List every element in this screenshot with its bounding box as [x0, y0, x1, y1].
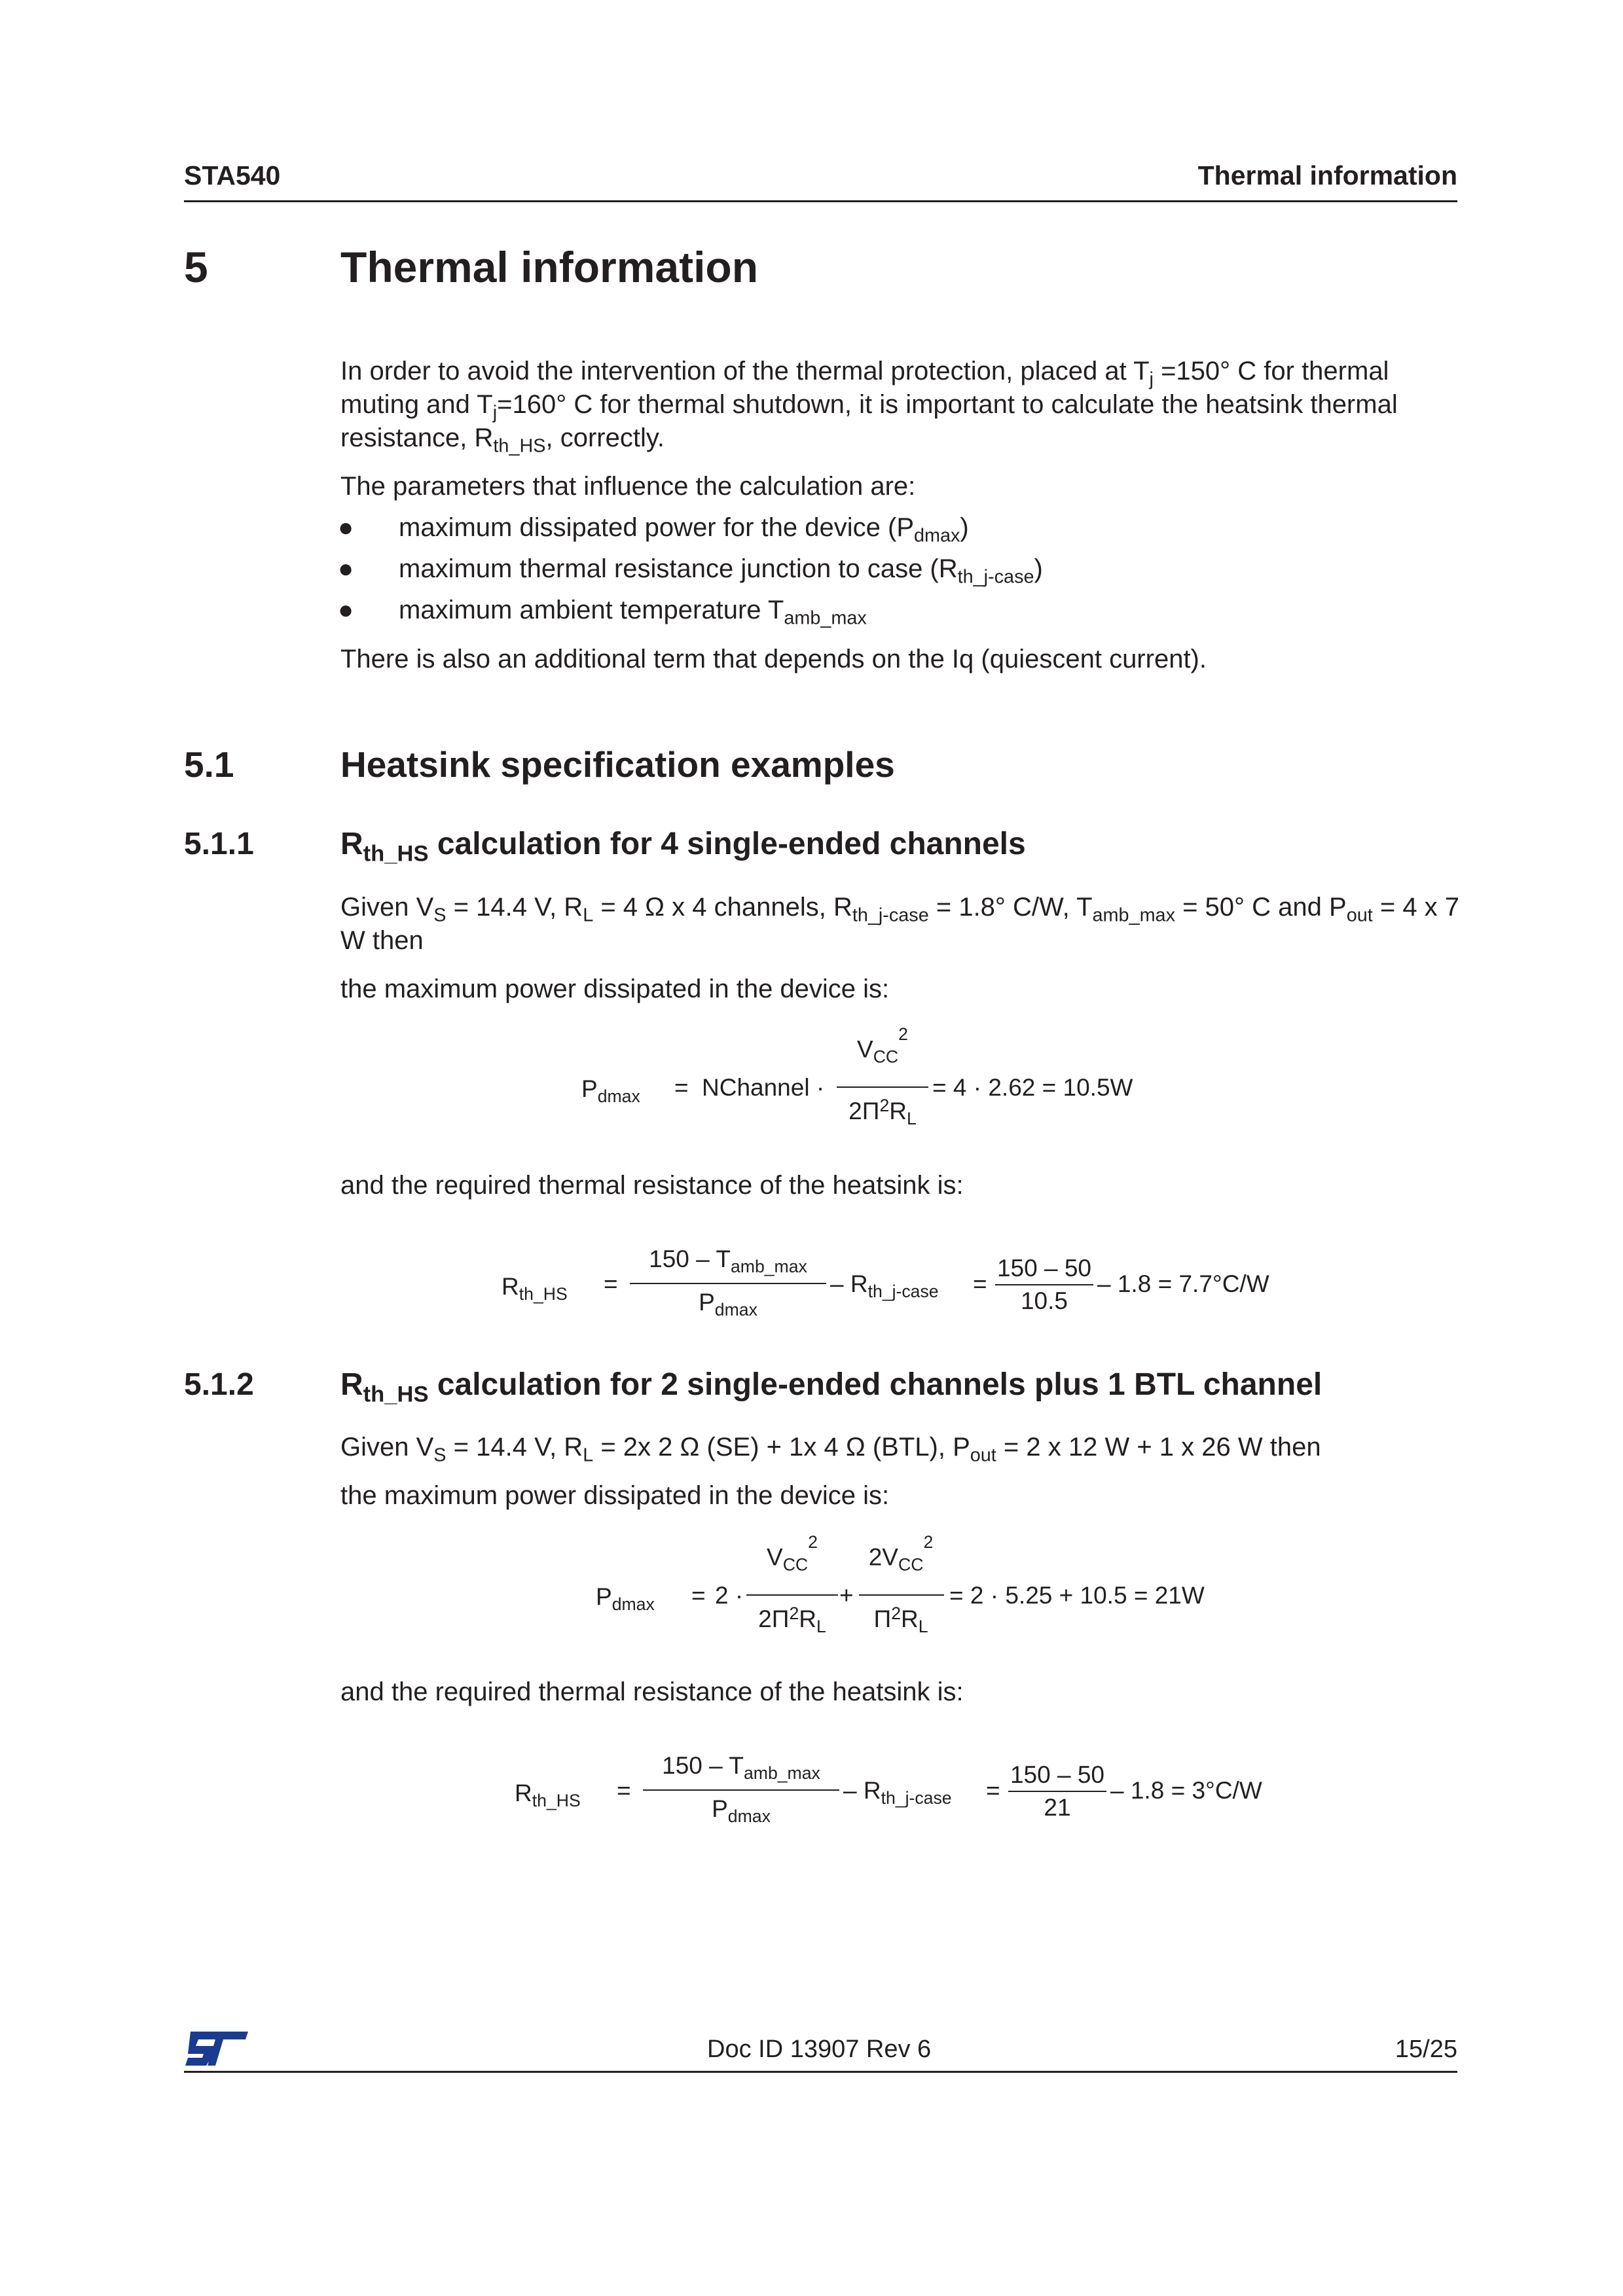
header-section-name: Thermal information — [1197, 160, 1457, 190]
max-power-text: the maximum power dissipated in the device is: — [340, 975, 890, 1003]
fraction-denominator: $2\Pi^2R_L$ — [758, 1604, 826, 1636]
fraction-denominator: 21 — [1044, 1794, 1071, 1821]
fraction-numerator: $V_{CC}^2$ — [767, 1532, 818, 1575]
fraction-bar — [837, 1086, 928, 1088]
iq-note: There is also an additional term that depends on the Iq (quiescent current). — [340, 645, 1207, 673]
fraction-numerator: 150 – 50 — [1010, 1761, 1105, 1788]
subsubsection-title: $R_{th\_HS}$ calculation for 4 single-ended channels — [340, 827, 1026, 867]
fraction-numerator: $150 - T_{amb\_max}$ — [662, 1752, 820, 1783]
fraction-numerator: $150 - T_{amb\_max}$ — [649, 1246, 807, 1276]
params-intro: The parameters that influence the calculation are: — [340, 472, 916, 501]
fraction-numerator: 150 – 50 — [996, 1255, 1092, 1282]
subsection-number: 5.1 — [184, 744, 234, 785]
header-rule — [184, 200, 1457, 202]
fraction-bar — [1008, 1791, 1106, 1792]
fraction-denominator: $\Pi^2R_L$ — [873, 1604, 928, 1636]
fraction-denominator: $P_{dmax}$ — [712, 1795, 771, 1826]
header-doc-name: STA540 — [184, 160, 281, 190]
fraction-numerator: $V_{CC}^2$ — [857, 1024, 908, 1067]
fraction-bar — [643, 1789, 839, 1791]
bullet-item: maximum dissipated power for the device $(P_{dmax})$ — [399, 513, 969, 547]
given-paragraph: Given $V_S = 14.4$ V, $R_L = 2x$ 2 Ω (SE) + 1x 4 Ω (BTL), $P_{out} = 2$ x 12 W + 1 x 26 W then — [340, 1433, 1321, 1466]
required-thermal-text: and the required thermal resistance of the heatsink is: — [340, 1677, 964, 1706]
required-thermal-text: and the required thermal resistance of the heatsink is: — [340, 1171, 964, 1200]
subsection-title: Heatsink specification examples — [340, 744, 895, 785]
fraction-bar — [995, 1284, 1093, 1285]
st-logo-icon — [184, 2030, 249, 2067]
fraction-bar — [859, 1594, 944, 1596]
intro-paragraph: In order to avoid the intervention of the thermal protection, placed at $T_j =150^\circ$ C for thermal muting and $T_j=160^\circ$ C for thermal shutdown, it is important to calculate the heatsink thermal resistance, $R_{th\_HS}$, correctly. — [340, 357, 1398, 457]
max-power-text: the maximum power dissipated in the device is: — [340, 1481, 890, 1510]
subsubsection-title: $R_{th\_HS}$ calculation for 2 single-ended channels plus 1 BTL channel — [340, 1367, 1322, 1407]
bullet-dot: ● — [338, 596, 354, 624]
bullet-dot: ● — [338, 513, 354, 542]
fraction-bar — [746, 1594, 838, 1596]
fraction-bar — [630, 1283, 826, 1284]
footer-doc-id: Doc ID 13907 Rev 6 — [707, 2036, 932, 2063]
fraction-denominator: $2\Pi^2R_L$ — [848, 1096, 917, 1128]
subsubsection-number: 5.1.1 — [184, 827, 254, 861]
section-number: 5 — [184, 243, 208, 291]
given-paragraph: Given $V_S = 14.4$ V, $R_L = 4$ Ω x 4 channels, $R_{th\_j-case} = 1.8^\circ$ C/W, $T_{amb\_max} = 50^\circ$ C and $P_{out} = 4$ x 7 W then — [340, 893, 1460, 955]
subsubsection-number: 5.1.2 — [184, 1367, 254, 1402]
footer-page-number: 15/25 — [1395, 2036, 1457, 2063]
bullet-item: maximum ambient temperature $T_{amb\_max}$ — [399, 596, 867, 629]
fraction-denominator: 10.5 — [1020, 1287, 1068, 1314]
fraction-numerator: $2V_{CC}^2$ — [868, 1532, 934, 1575]
fraction-denominator: $P_{dmax}$ — [699, 1289, 757, 1319]
section-title: Thermal information — [340, 243, 759, 291]
bullet-item: maximum thermal resistance junction to case $(R_{th\_j-case})$ — [399, 554, 1043, 588]
footer-rule — [184, 2071, 1457, 2073]
bullet-dot: ● — [338, 554, 354, 583]
